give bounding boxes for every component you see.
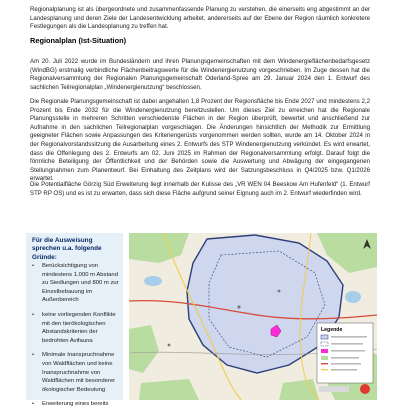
reason-item: • Minimale Inanspruchnahme von Waldflächen und keine Inanspruchnahme von Waldflächen mit besonderer ökologischer Bedeutung (32, 351, 122, 394)
paragraph-potential-area: Die Potentialfläche Görzig Süd Erweiterung liegt innerhalb der Kulisse des „VR WEN 04 Beeskow Am Hufenfeld“ (1. Entwurf STP RP OS) und es ist zu erwarten, dass sich diese Fläche aufgrund seiner Eignung auch im 2. Entwurf wiederfinden wird. (30, 181, 370, 197)
legend-line (331, 350, 365, 352)
legend-line (331, 336, 367, 338)
logo-mark (360, 384, 370, 394)
lake (144, 276, 162, 286)
reason-item: • keine vorliegenden Konflikte mit den tierökologischen Abstandskriterien der bedrohten Avifauna (32, 311, 122, 345)
legend-swatch (321, 369, 328, 370)
legend-line (331, 343, 363, 345)
reasons-list (32, 262, 122, 415)
intro-paragraph: Regionalplanung ist als übergeordnete und zusammenfassende Planung zu verstehen, die einerseits eng abgestimmt an der Landesplanung und deren Ziele der Landesentwicklung arbeitet, andererseits auf der Ebene der Region räumlich konkretere Festlegungen als die Landesplanung zu treffen hat. (30, 6, 370, 31)
legend-swatch (321, 335, 328, 339)
legend-swatch (321, 349, 328, 353)
legend-swatch (321, 356, 328, 360)
settlement (278, 290, 281, 293)
logo-mark (319, 386, 349, 392)
legend-swatch (321, 363, 328, 364)
paragraph-planning-process: Die Regionale Planungsgemeinschaft ist dabei angehalten 1,8 Prozent der Regionsfläche bis Ende 2027 und mindestens 2,2 Prozent bis Ende 2032 für die Windenergienutzung bereitzustellen. Um dieses Ziel zu erreichen hat die Regionale Planungsstelle in mehreren Schritten verschiedenste Flächen in der Region überprüft, bewertet und anschließend zur Aufnahme in den sachlichen Teilregionalplan vorgeschlagen. Die Änderungen hinsichtlich der Methodik zur Ermittlung geeigneter Flächen sowie Anpassungen des Kriteriengerüsts vorgenommen werden sollten, wurde am 14. Oktober 2024 in der Regionalvorstandssitzung die Ausarbeitung eines 2. Entwurfs des STP Windenergienutzung verkündet. Es wird erwartet, dass die Offenlegung des 2. Entwurfs am 02. Juni 2025 im Rahmen der Regionalversammlung erfolgt. Darauf folgt die förmliche Beteiligung der Öffentlichkeit und der Behörden sowie die Auswertung und Abwägung der eingegangenen Stellungnahmen zum Planentwurf. Bei Einhaltung des Zeitplans wird der Satzungsbeschluss in Q4/2025 bzw. Q1/2026 erwartet. (30, 98, 370, 183)
regional-plan-map (129, 233, 377, 400)
reason-item: • Berücksichtigung von mindestens 1.000 m Abstand zu Siedlungen und 800 m zur Einzelbebauung im Außenbereich (32, 262, 122, 305)
legend-line (331, 369, 357, 371)
legend-line (331, 363, 361, 365)
reason-item: • Erweiterung eines bereits (32, 400, 122, 409)
settlement (237, 305, 240, 308)
settlement (168, 344, 171, 347)
section-heading: Regionalplan (Ist-Situation) (30, 36, 127, 45)
reasons-title: Für die Ausweisung sprechen u.a. folgende Gründe: (32, 237, 102, 261)
lake (345, 291, 361, 303)
legend-line (331, 357, 359, 359)
legend-title: Legende (321, 327, 343, 333)
paragraph-windbg: Am 20. Juli 2022 wurde im Bundesländern und ihren Planungsgemeinschaften mit dem Windenergieflächenbedarfsgesetz (WindBG) erstmalig verbindliche Flächenbeitragswerte für die Windenergienutzung vorgeschrieben. Im Zuge dessen hat die Regionalversammlung der Regionalen Planungsgemeinschaft Oderland-Spree am 29. Januar 2024 den 1. Entwurf des sachlichen Teilregionalplan „Windenergienutzung“ beschlossen. (30, 58, 370, 91)
